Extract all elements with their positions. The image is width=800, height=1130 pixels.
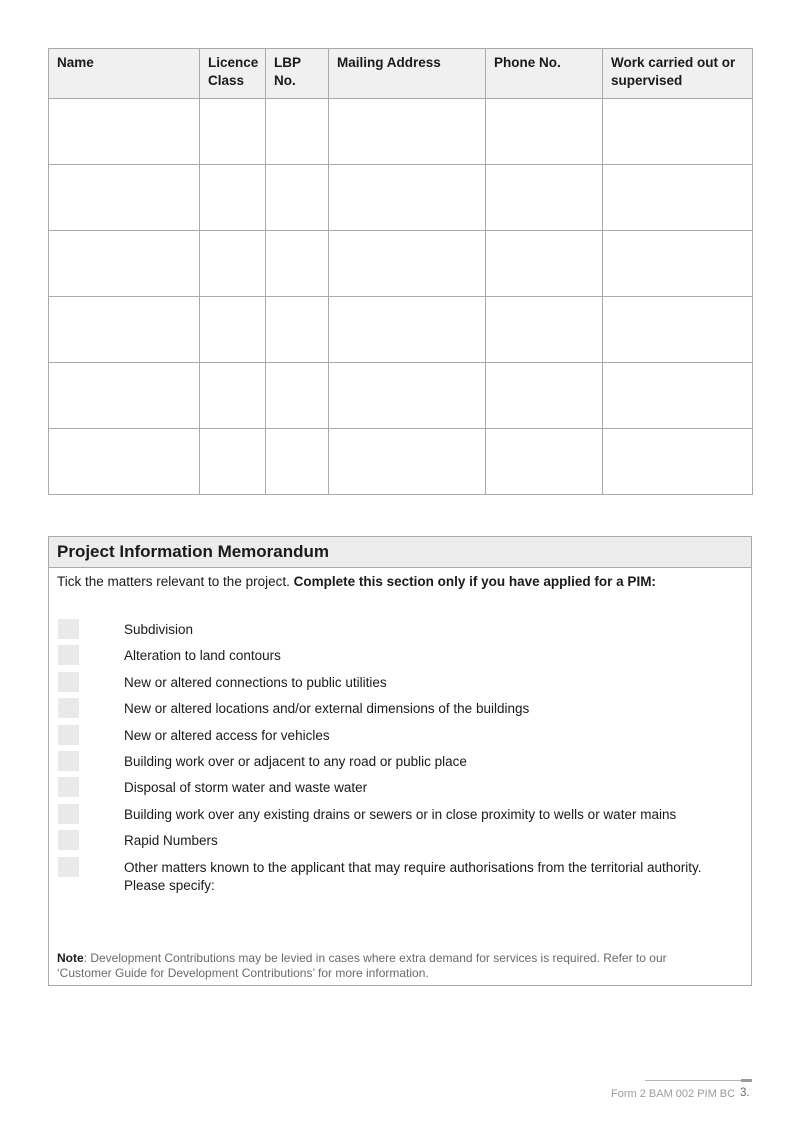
header-name: Name — [49, 49, 200, 99]
pim-intro — [57, 573, 747, 591]
header-work-carried-out: Work carried out or supervised — [603, 49, 753, 99]
option-label: Subdivision — [124, 622, 194, 637]
table-cell[interactable] — [603, 297, 753, 363]
footer-divider — [645, 1080, 752, 1081]
table-cell[interactable] — [49, 363, 200, 429]
pim-option-subdivision — [49, 619, 749, 641]
table-cell[interactable] — [200, 297, 266, 363]
pim-intro-bold: Complete this section only if you have applied for a PIM: — [293, 574, 656, 589]
option-label: Building work over any existing drains or sewers or in close proximity to wells or water mains — [124, 807, 677, 822]
table-cell[interactable] — [329, 363, 486, 429]
table-cell[interactable] — [266, 231, 329, 297]
table-cell[interactable] — [603, 165, 753, 231]
table-cell[interactable] — [486, 165, 603, 231]
table-cell[interactable] — [486, 363, 603, 429]
table-cell[interactable] — [266, 363, 329, 429]
checkbox[interactable] — [58, 751, 79, 771]
table-cell[interactable] — [266, 297, 329, 363]
table-cell[interactable] — [486, 297, 603, 363]
header-mailing-address: Mailing Address — [329, 49, 486, 99]
table-cell[interactable] — [266, 165, 329, 231]
footer-accent-mark — [741, 1079, 752, 1082]
checkbox[interactable] — [58, 725, 79, 745]
practitioner-table — [48, 48, 753, 495]
table-cell[interactable] — [329, 165, 486, 231]
pim-option-storm-waste-water — [49, 777, 749, 799]
table-cell[interactable] — [200, 165, 266, 231]
option-label: Rapid Numbers — [124, 833, 218, 848]
option-label: New or altered access for vehicles — [124, 728, 330, 743]
table-cell[interactable] — [603, 99, 753, 165]
table-cell[interactable] — [486, 231, 603, 297]
table-cell[interactable] — [200, 429, 266, 495]
table-cell[interactable] — [329, 99, 486, 165]
table-cell[interactable] — [329, 297, 486, 363]
table-row — [49, 165, 753, 231]
table-cell[interactable] — [49, 165, 200, 231]
option-label: New or altered locations and/or external dimensions of the buildings — [124, 701, 530, 716]
table-cell[interactable] — [200, 99, 266, 165]
option-label-line1: Other matters known to the applicant that may require authorisations from the territorial authority. — [124, 860, 702, 875]
footer-form-code: Form 2 BAM 002 PIM BC — [611, 1088, 736, 1100]
table-row — [49, 429, 753, 495]
table-cell[interactable] — [49, 231, 200, 297]
option-label: New or altered connections to public utilities — [124, 675, 387, 690]
pim-option-building-dimensions — [49, 698, 749, 720]
pim-option-public-utilities — [49, 672, 749, 694]
pim-option-other-matters — [49, 857, 749, 897]
checkbox[interactable] — [58, 619, 79, 639]
table-cell[interactable] — [329, 429, 486, 495]
table-cell[interactable] — [603, 363, 753, 429]
table-cell[interactable] — [603, 429, 753, 495]
checkbox[interactable] — [58, 672, 79, 692]
pim-option-rapid-numbers — [49, 830, 749, 852]
pim-note — [57, 951, 717, 981]
note-text: : Development Contributions may be levied in cases where extra demand for services is required. Refer to our ‘Customer Guide for Development Contributions’ for more information. — [57, 951, 667, 980]
pim-option-road-public-place — [49, 751, 749, 773]
table-cell[interactable] — [49, 429, 200, 495]
option-label-line2: Please specify: — [124, 878, 215, 893]
table-header-row — [49, 49, 753, 99]
table-row — [49, 363, 753, 429]
option-label: Building work over or adjacent to any road or public place — [124, 754, 467, 769]
table-cell[interactable] — [266, 429, 329, 495]
pim-option-land-contours — [49, 645, 749, 667]
table-cell[interactable] — [486, 99, 603, 165]
page-number: 3. — [740, 1087, 750, 1099]
checkbox[interactable] — [58, 698, 79, 718]
table-row — [49, 297, 753, 363]
option-label — [124, 859, 744, 895]
checkbox[interactable] — [58, 857, 79, 877]
table-cell[interactable] — [200, 363, 266, 429]
note-label: Note — [57, 951, 84, 965]
header-licence-class: Licence Class — [200, 49, 266, 99]
checkbox[interactable] — [58, 804, 79, 824]
table-cell[interactable] — [603, 231, 753, 297]
table-cell[interactable] — [486, 429, 603, 495]
table-row — [49, 99, 753, 165]
table-cell[interactable] — [49, 297, 200, 363]
table-cell[interactable] — [329, 231, 486, 297]
checkbox[interactable] — [58, 777, 79, 797]
checkbox[interactable] — [58, 830, 79, 850]
option-label: Disposal of storm water and waste water — [124, 780, 368, 795]
option-label: Alteration to land contours — [124, 648, 281, 663]
pim-option-drains-sewers — [49, 804, 749, 826]
pim-intro-text: Tick the matters relevant to the project. — [57, 574, 290, 589]
pim-title: Project Information Memorandum — [49, 537, 751, 568]
header-lbp-no: LBP No. — [266, 49, 329, 99]
table-row — [49, 231, 753, 297]
header-phone-no: Phone No. — [486, 49, 603, 99]
pim-option-vehicle-access — [49, 725, 749, 747]
table-cell[interactable] — [266, 99, 329, 165]
table-cell[interactable] — [49, 99, 200, 165]
pim-section — [48, 536, 752, 986]
checkbox[interactable] — [58, 645, 79, 665]
table-cell[interactable] — [200, 231, 266, 297]
